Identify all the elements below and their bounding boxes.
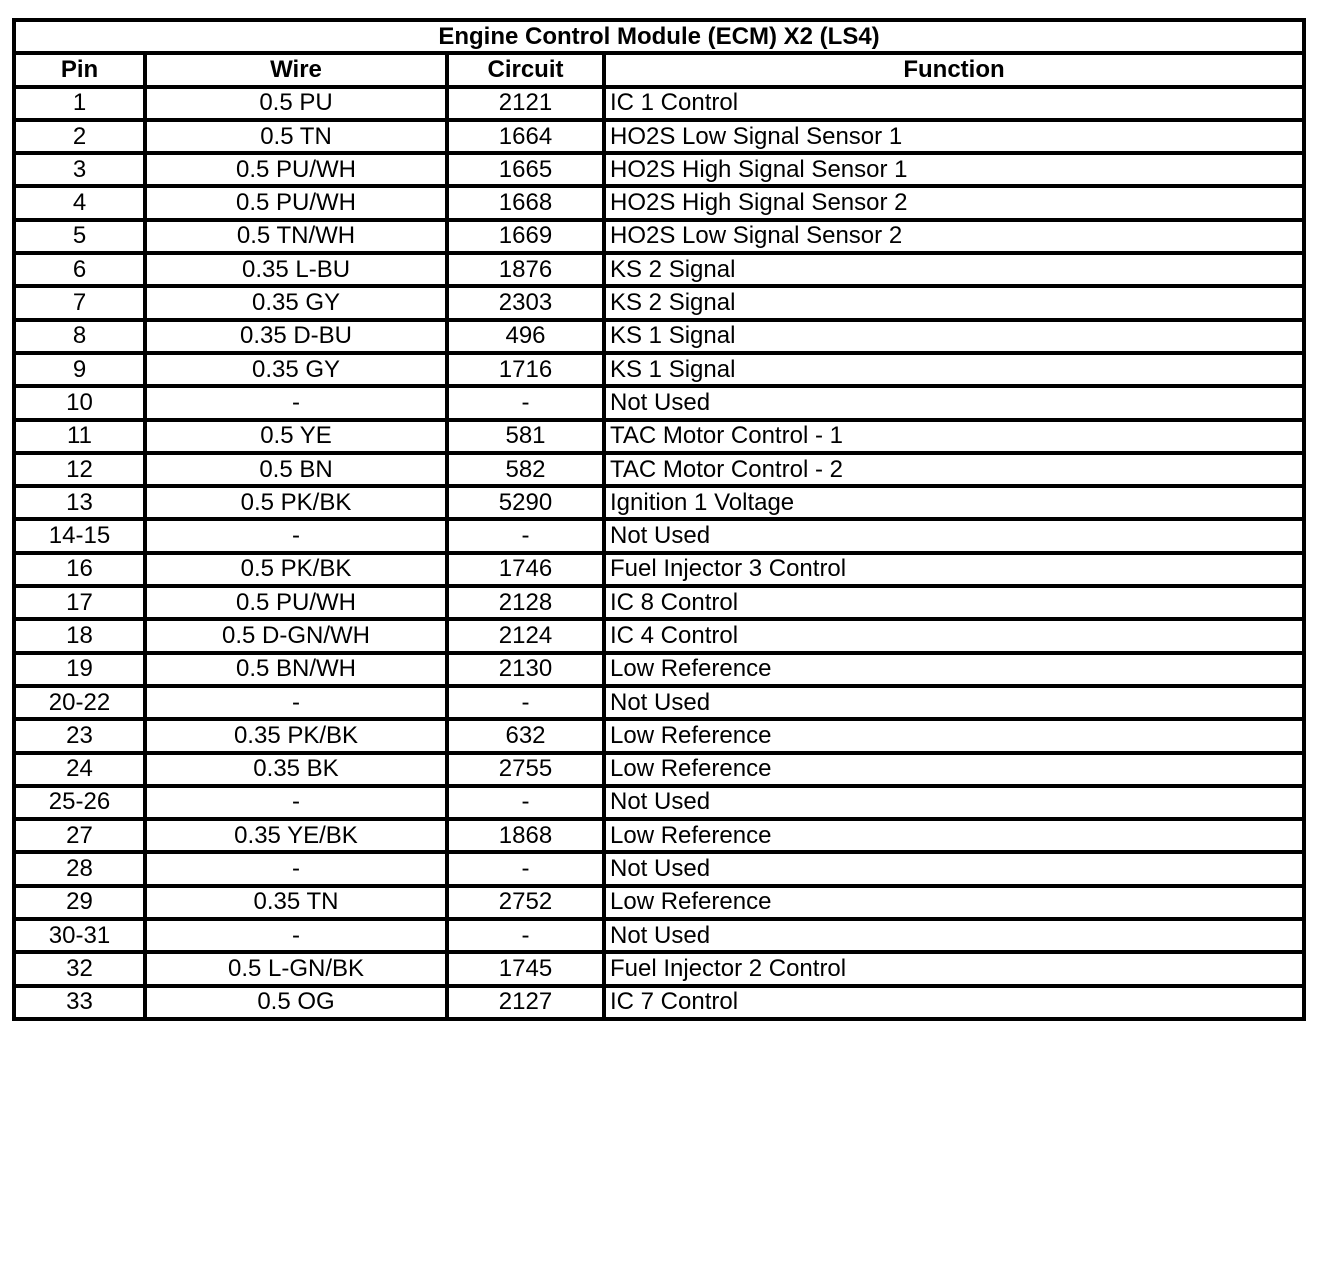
cell-wire: 0.5 PK/BK <box>145 486 447 519</box>
table-row <box>14 719 1304 752</box>
cell-pin: 18 <box>14 619 145 652</box>
table-row <box>14 220 1304 253</box>
cell-pin: 30-31 <box>14 919 145 952</box>
cell-function: IC 1 Control <box>604 87 1304 120</box>
cell-circuit: 2755 <box>447 753 604 786</box>
cell-wire: 0.5 OG <box>145 986 447 1019</box>
cell-wire: 0.5 PU/WH <box>145 586 447 619</box>
cell-function: KS 2 Signal <box>604 286 1304 319</box>
cell-pin: 7 <box>14 286 145 319</box>
table-body <box>14 87 1304 1019</box>
cell-wire: 0.35 L-BU <box>145 253 447 286</box>
cell-wire: 0.5 BN/WH <box>145 653 447 686</box>
cell-circuit: - <box>447 786 604 819</box>
cell-circuit: 1746 <box>447 553 604 586</box>
table-row <box>14 186 1304 219</box>
table-row <box>14 453 1304 486</box>
cell-circuit: 1669 <box>447 220 604 253</box>
table-row <box>14 819 1304 852</box>
cell-pin: 8 <box>14 320 145 353</box>
table-row <box>14 986 1304 1019</box>
cell-function: TAC Motor Control - 1 <box>604 420 1304 453</box>
cell-wire: - <box>145 686 447 719</box>
cell-pin: 20-22 <box>14 686 145 719</box>
cell-wire: 0.35 GY <box>145 353 447 386</box>
cell-circuit: 496 <box>447 320 604 353</box>
cell-pin: 9 <box>14 353 145 386</box>
cell-wire: - <box>145 919 447 952</box>
cell-pin: 14-15 <box>14 519 145 552</box>
cell-circuit: 2127 <box>447 986 604 1019</box>
cell-wire: 0.5 TN <box>145 120 447 153</box>
cell-circuit: - <box>447 919 604 952</box>
table-row <box>14 653 1304 686</box>
table-row <box>14 386 1304 419</box>
cell-wire: 0.35 TN <box>145 886 447 919</box>
cell-function: Ignition 1 Voltage <box>604 486 1304 519</box>
title-row <box>14 20 1304 53</box>
table-row <box>14 586 1304 619</box>
cell-function: IC 7 Control <box>604 986 1304 1019</box>
cell-circuit: 1876 <box>447 253 604 286</box>
table-title: Engine Control Module (ECM) X2 (LS4) <box>14 20 1304 53</box>
cell-circuit: - <box>447 386 604 419</box>
cell-wire: 0.5 L-GN/BK <box>145 952 447 985</box>
cell-circuit: - <box>447 519 604 552</box>
cell-pin: 4 <box>14 186 145 219</box>
cell-pin: 32 <box>14 952 145 985</box>
cell-circuit: 581 <box>447 420 604 453</box>
cell-function: KS 1 Signal <box>604 320 1304 353</box>
cell-pin: 3 <box>14 153 145 186</box>
cell-function: Low Reference <box>604 819 1304 852</box>
cell-function: Not Used <box>604 519 1304 552</box>
cell-circuit: 1745 <box>447 952 604 985</box>
cell-wire: 0.5 BN <box>145 453 447 486</box>
cell-wire: 0.5 D-GN/WH <box>145 619 447 652</box>
cell-wire: 0.35 PK/BK <box>145 719 447 752</box>
table-row <box>14 786 1304 819</box>
table-row <box>14 686 1304 719</box>
table-row <box>14 886 1304 919</box>
cell-wire: 0.5 YE <box>145 420 447 453</box>
cell-wire: 0.35 GY <box>145 286 447 319</box>
cell-wire: 0.35 BK <box>145 753 447 786</box>
cell-wire: 0.35 YE/BK <box>145 819 447 852</box>
cell-wire: 0.5 TN/WH <box>145 220 447 253</box>
cell-function: IC 4 Control <box>604 619 1304 652</box>
table-row <box>14 852 1304 885</box>
cell-function: HO2S High Signal Sensor 1 <box>604 153 1304 186</box>
cell-circuit: 1668 <box>447 186 604 219</box>
table-row <box>14 120 1304 153</box>
table-row <box>14 553 1304 586</box>
cell-circuit: 582 <box>447 453 604 486</box>
cell-function: KS 1 Signal <box>604 353 1304 386</box>
cell-circuit: 2124 <box>447 619 604 652</box>
table-row <box>14 253 1304 286</box>
cell-pin: 11 <box>14 420 145 453</box>
cell-circuit: 2128 <box>447 586 604 619</box>
cell-function: Not Used <box>604 686 1304 719</box>
cell-function: TAC Motor Control - 2 <box>604 453 1304 486</box>
cell-pin: 24 <box>14 753 145 786</box>
cell-pin: 2 <box>14 120 145 153</box>
cell-circuit: 632 <box>447 719 604 752</box>
cell-function: Fuel Injector 2 Control <box>604 952 1304 985</box>
cell-wire: - <box>145 386 447 419</box>
cell-pin: 19 <box>14 653 145 686</box>
cell-circuit: - <box>447 852 604 885</box>
cell-pin: 5 <box>14 220 145 253</box>
cell-wire: - <box>145 852 447 885</box>
cell-circuit: 2121 <box>447 87 604 120</box>
cell-function: Not Used <box>604 852 1304 885</box>
cell-function: Low Reference <box>604 719 1304 752</box>
cell-circuit: 1665 <box>447 153 604 186</box>
cell-function: HO2S Low Signal Sensor 2 <box>604 220 1304 253</box>
cell-circuit: 1868 <box>447 819 604 852</box>
column-header-function: Function <box>604 53 1304 86</box>
cell-circuit: 1664 <box>447 120 604 153</box>
cell-wire: 0.5 PU <box>145 87 447 120</box>
table-row <box>14 519 1304 552</box>
cell-pin: 17 <box>14 586 145 619</box>
cell-pin: 13 <box>14 486 145 519</box>
ecm-pinout-table <box>12 18 1306 1021</box>
cell-pin: 33 <box>14 986 145 1019</box>
cell-function: Not Used <box>604 919 1304 952</box>
cell-circuit: - <box>447 686 604 719</box>
table-row <box>14 153 1304 186</box>
cell-circuit: 2752 <box>447 886 604 919</box>
column-header-wire: Wire <box>145 53 447 86</box>
table-row <box>14 919 1304 952</box>
cell-circuit: 2303 <box>447 286 604 319</box>
cell-function: Not Used <box>604 786 1304 819</box>
cell-pin: 6 <box>14 253 145 286</box>
cell-pin: 27 <box>14 819 145 852</box>
cell-wire: 0.5 PU/WH <box>145 153 447 186</box>
cell-function: IC 8 Control <box>604 586 1304 619</box>
table-row <box>14 952 1304 985</box>
cell-pin: 28 <box>14 852 145 885</box>
column-header-circuit: Circuit <box>447 53 604 86</box>
table-row <box>14 486 1304 519</box>
table-row <box>14 286 1304 319</box>
cell-function: Fuel Injector 3 Control <box>604 553 1304 586</box>
cell-pin: 12 <box>14 453 145 486</box>
cell-function: KS 2 Signal <box>604 253 1304 286</box>
table-row <box>14 753 1304 786</box>
column-header-pin: Pin <box>14 53 145 86</box>
cell-pin: 29 <box>14 886 145 919</box>
table-row <box>14 619 1304 652</box>
cell-function: Low Reference <box>604 886 1304 919</box>
cell-wire: - <box>145 786 447 819</box>
cell-function: Not Used <box>604 386 1304 419</box>
cell-wire: - <box>145 519 447 552</box>
header-row <box>14 53 1304 86</box>
cell-function: Low Reference <box>604 653 1304 686</box>
table-row <box>14 353 1304 386</box>
cell-pin: 25-26 <box>14 786 145 819</box>
cell-pin: 16 <box>14 553 145 586</box>
table-row <box>14 320 1304 353</box>
cell-function: HO2S High Signal Sensor 2 <box>604 186 1304 219</box>
cell-pin: 1 <box>14 87 145 120</box>
cell-wire: 0.5 PK/BK <box>145 553 447 586</box>
cell-circuit: 5290 <box>447 486 604 519</box>
cell-pin: 10 <box>14 386 145 419</box>
cell-circuit: 1716 <box>447 353 604 386</box>
cell-pin: 23 <box>14 719 145 752</box>
cell-function: HO2S Low Signal Sensor 1 <box>604 120 1304 153</box>
table-row <box>14 420 1304 453</box>
cell-wire: 0.5 PU/WH <box>145 186 447 219</box>
cell-wire: 0.35 D-BU <box>145 320 447 353</box>
cell-function: Low Reference <box>604 753 1304 786</box>
cell-circuit: 2130 <box>447 653 604 686</box>
table-row <box>14 87 1304 120</box>
